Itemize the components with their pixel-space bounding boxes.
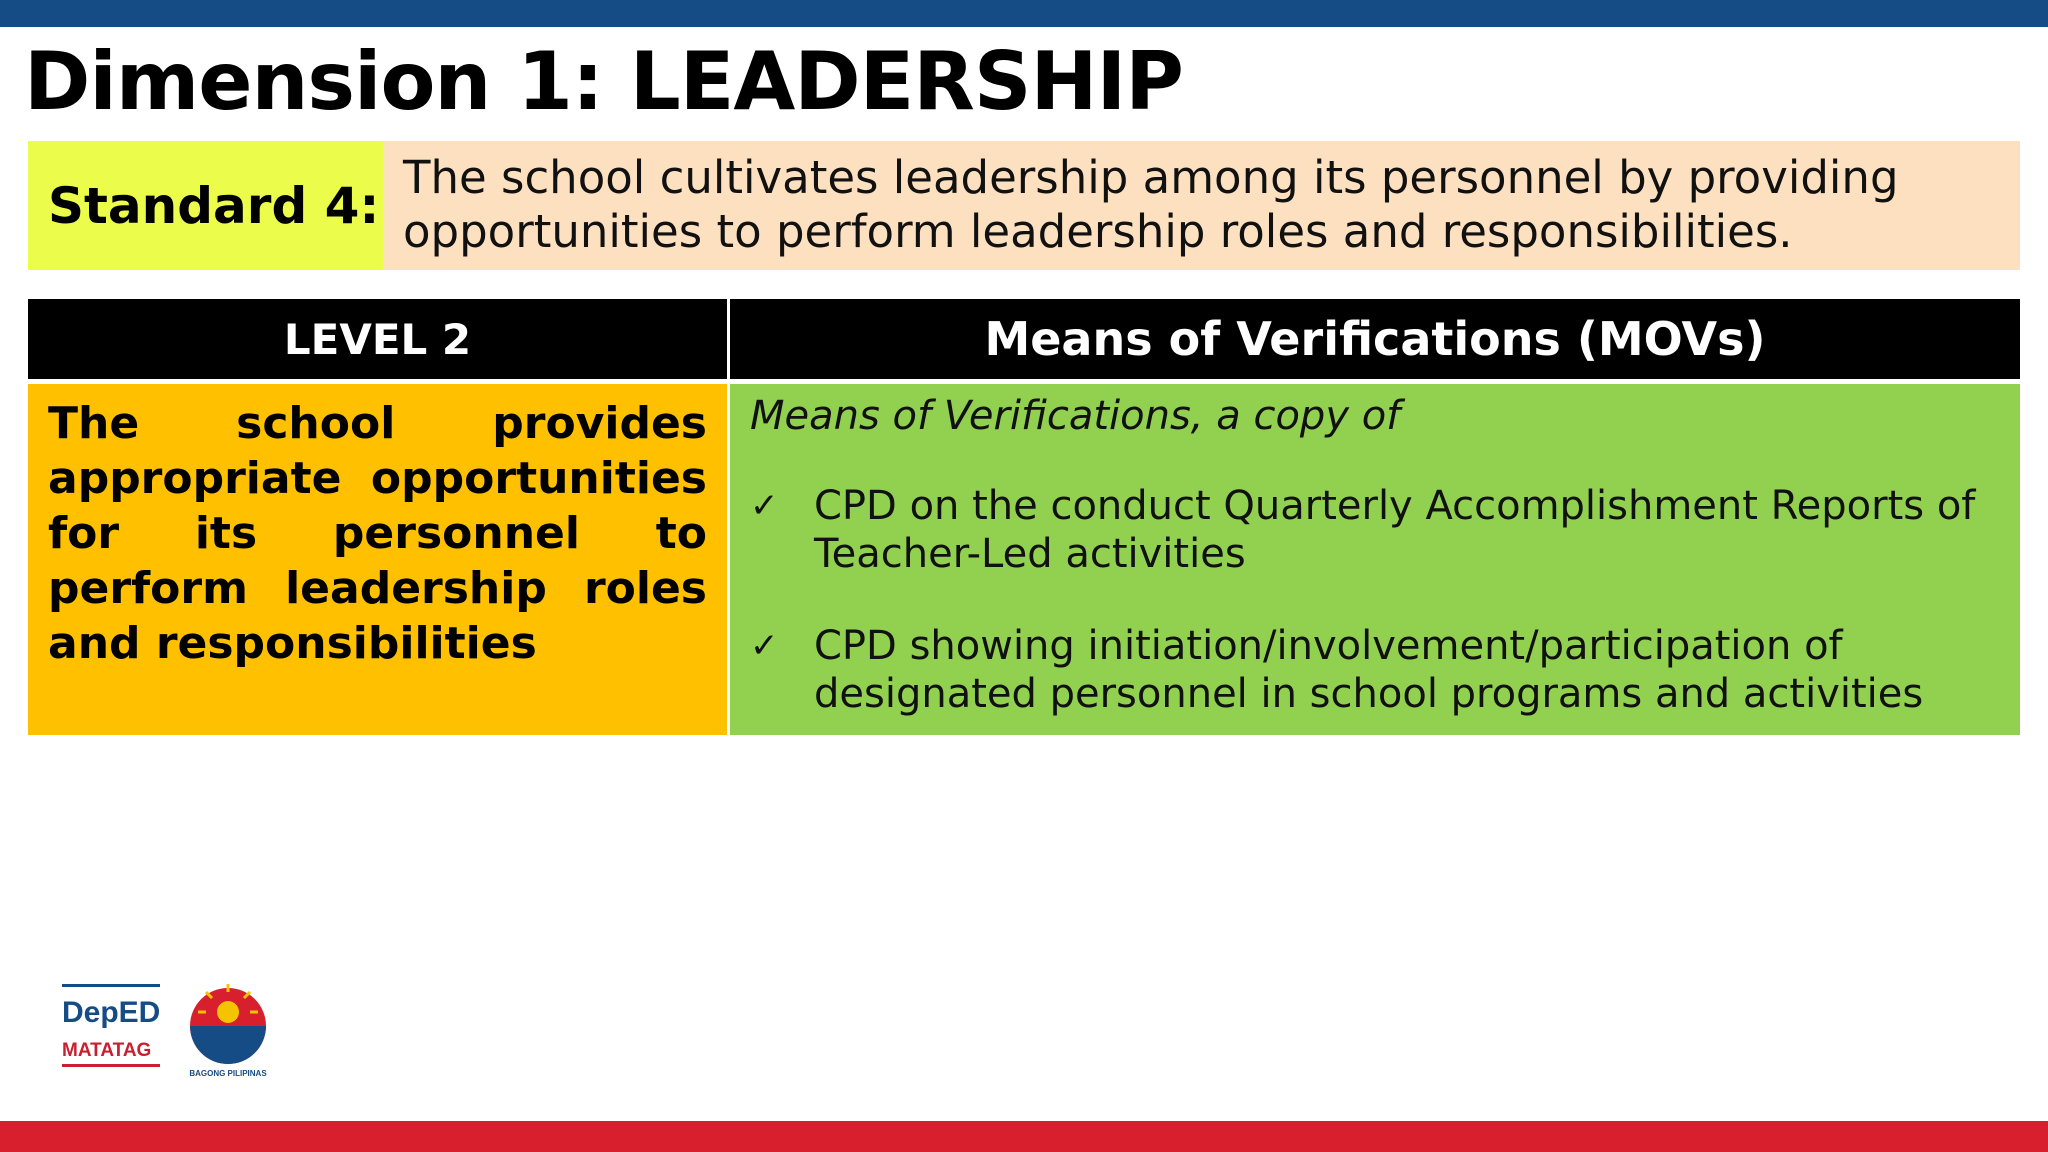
bagong-pilipinas-caption: BAGONG PILIPINAS: [189, 1069, 267, 1078]
slide-title: Dimension 1: LEADERSHIP: [24, 35, 1183, 128]
table-row: [28, 384, 2020, 735]
bagong-pilipinas-logo: [189, 984, 267, 1078]
header-level: LEVEL 2: [28, 299, 730, 379]
level-description-cell: The school provides appropriate opportunities for its personnel to perform leadership roles and responsibilities: [28, 384, 730, 735]
movs-item-text: CPD on the conduct Quarterly Accomplishment Reports of Teacher-Led activities: [814, 483, 1976, 577]
table-header-row: [28, 299, 2020, 379]
movs-item-text: CPD showing initiation/involvement/participation of designated personnel in school programs and activities: [814, 623, 1924, 717]
movs-cell: [730, 384, 2020, 735]
movs-list-item: [750, 622, 2000, 718]
checkmark-icon: ✓: [750, 626, 779, 666]
standard-label: Standard 4:: [28, 141, 383, 270]
deped-matatag-logo: [62, 984, 160, 1067]
header-movs: Means of Verifications (MOVs): [984, 312, 1766, 366]
top-banner-bar: [0, 0, 2048, 27]
deped-logo-text: DepED: [62, 996, 161, 1029]
movs-intro: Means of Verifications, a copy of: [750, 393, 1401, 439]
checkmark-icon: ✓: [750, 486, 779, 526]
bottom-banner-bar: [0, 1121, 2048, 1152]
standard-description: The school cultivates leadership among its personnel by providing opportunities to perform leadership roles and responsibilities.: [383, 141, 2020, 270]
standard-row: [28, 141, 2020, 270]
level-movs-table: [28, 299, 2020, 735]
footer-logos: [60, 978, 290, 1078]
movs-list-item: [750, 482, 2000, 578]
matatag-logo-text: MATATAG: [62, 1040, 152, 1061]
